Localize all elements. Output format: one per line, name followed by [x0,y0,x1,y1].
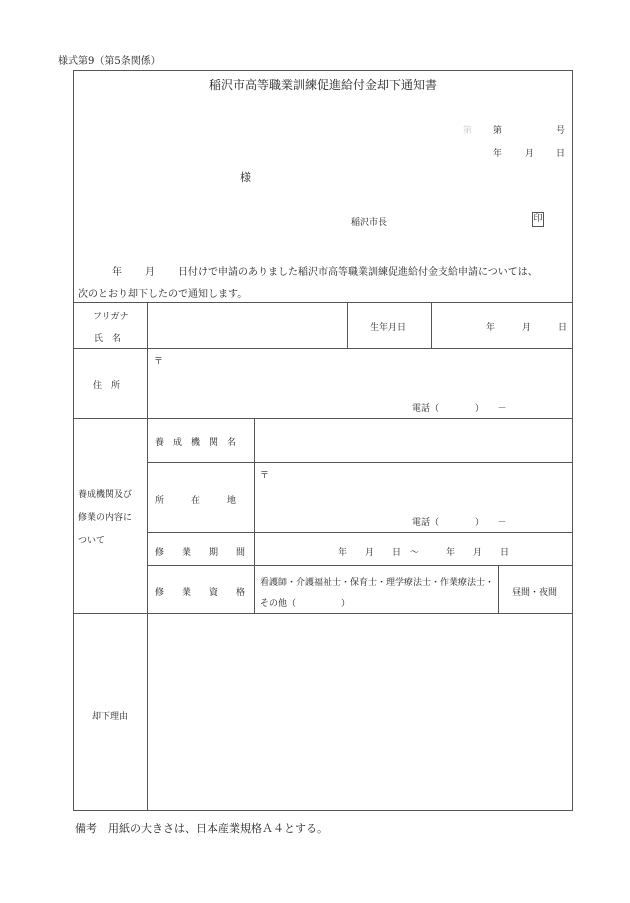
line-after-org-row [147,462,573,463]
date-year: 年 [493,149,503,159]
line-after-qual-row [73,613,573,614]
footnote: 備考 用紙の大きさは、日本産業規格Ａ４とする。 [75,822,328,835]
location-label: 所 在 地 [155,496,237,506]
day-night-option: 昼間・夜間 [512,588,558,598]
body-year: 年 [112,267,122,278]
qualification-label: 修 業 資 格 [155,588,246,598]
rejection-reason-label: 却下理由 [92,712,129,722]
issuer-name: 稲沢市長 [351,218,388,228]
period-value: 年 月 日 ～ 年 月 日 [338,548,510,558]
birth-label-right-divider [431,302,432,348]
line-after-location-row [147,532,573,533]
birth-label: 生年月日 [370,323,407,333]
line-after-name-row [73,348,573,349]
recipient-sama: 様 [240,171,251,184]
faint-mark: 第 [463,126,473,136]
school-sublabel-divider [254,418,255,613]
seal-mark [532,212,544,227]
date-month: 月 [525,149,535,159]
qualification-line2: その他（ ） [260,599,351,609]
number-dai: 第 [493,126,503,136]
qualification-line1: 看護師・介護福祉士・保育士・理学療法士・作業療法士・ [260,578,495,588]
date-day: 日 [556,149,566,159]
seal-text: 印 [533,214,543,224]
address-label: 住 所 [93,381,121,391]
birth-day: 日 [558,323,568,333]
line-after-address-row [73,418,573,419]
birth-month: 月 [522,323,532,333]
number-go: 号 [556,126,566,136]
birth-year: 年 [486,323,496,333]
period-label: 修 業 期 間 [155,548,246,558]
daynight-divider [498,565,499,613]
name-label: 氏 名 [94,334,122,344]
body-text-line1: 日付けで申請のありました稲沢市高等職業訓練促進給付金支給申請については、 [178,267,538,278]
location-postal-mark: 〒 [260,471,270,481]
form-title: 稲沢市高等職業訓練促進給付金却下通知書 [208,78,437,92]
address-phone: 電話（ ） － [412,404,507,414]
body-month: 月 [145,267,155,278]
label-column-divider [147,302,148,811]
school-section-label-2: 修業の内容に [78,513,133,523]
table-top-line [73,302,573,303]
birth-label-left-divider [347,302,348,348]
furigana-label: フリガナ [93,312,129,322]
location-phone: 電話（ ） － [412,518,507,528]
form-number: 様式第9（第5条関係） [58,56,161,67]
address-postal-mark: 〒 [154,357,164,367]
form-frame [73,70,573,811]
line-after-period-row [147,565,573,566]
body-text-line2: 次のとおり却下したので通知します。 [78,289,248,300]
org-label: 養 成 機 関 名 [155,438,237,448]
school-section-label-1: 養成機関及び [78,490,133,500]
school-section-label-3: ついて [78,536,106,546]
